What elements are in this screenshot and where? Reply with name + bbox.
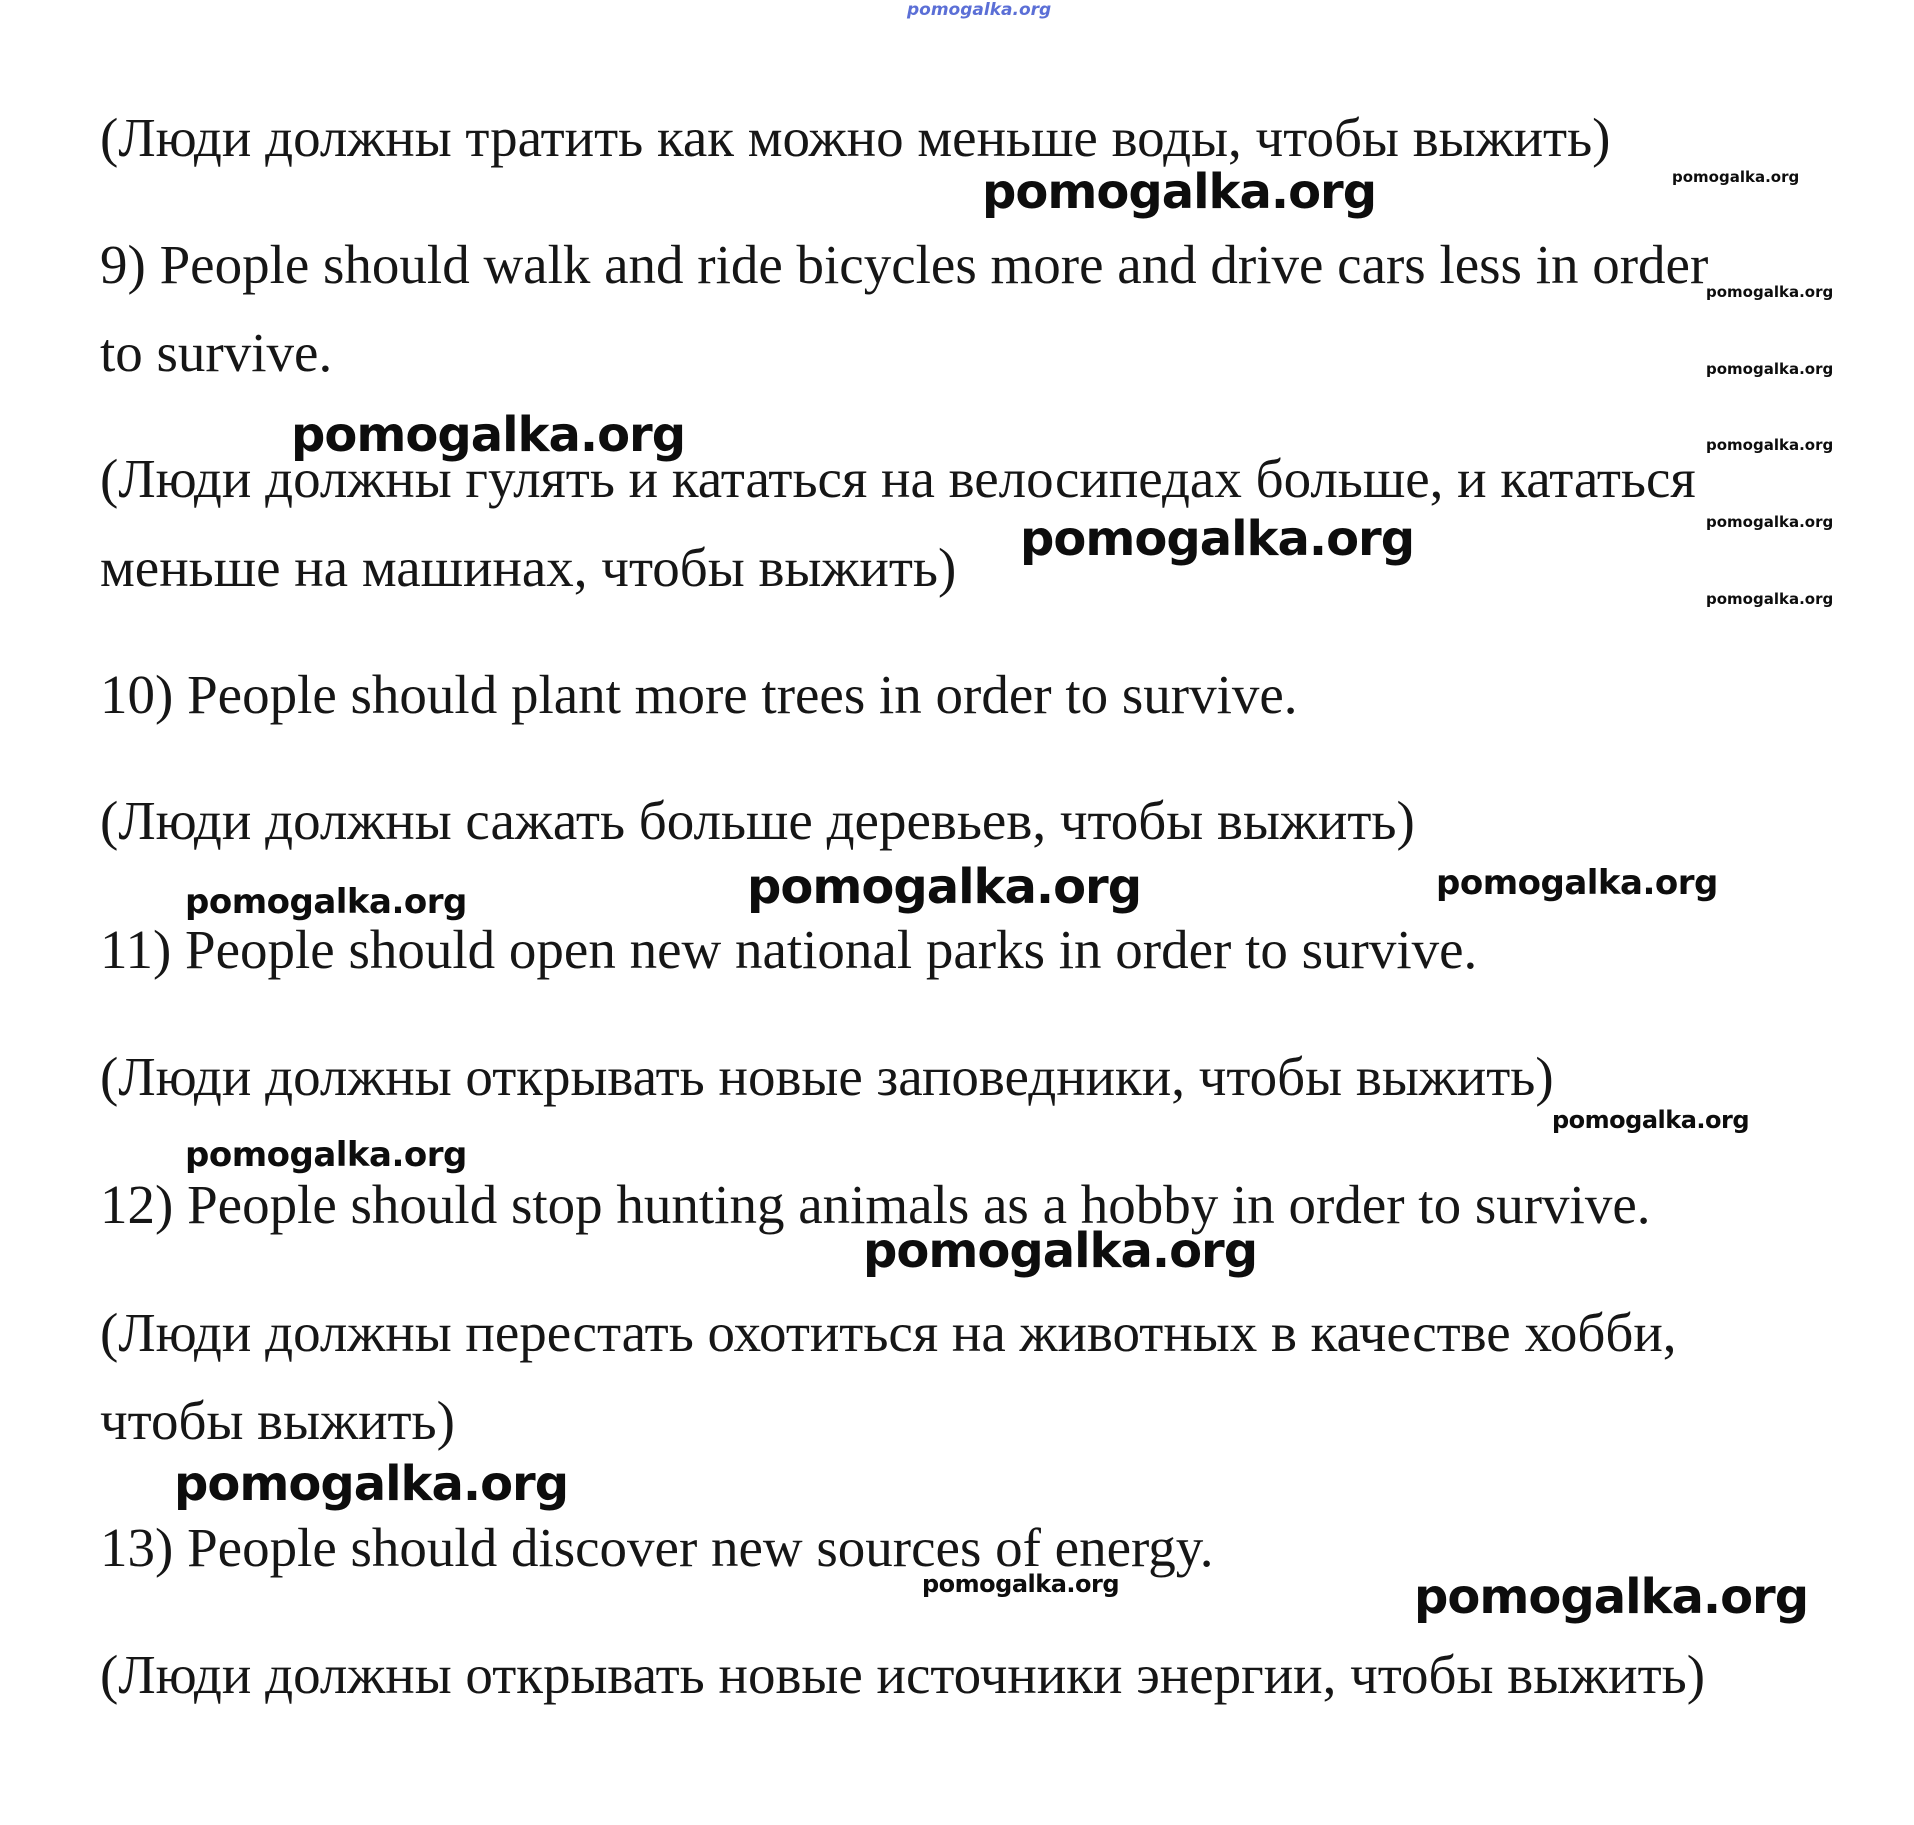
text-line-ru-item-12-cont: чтобы выжить) (100, 1390, 455, 1451)
text-line-ru-item-12: (Люди должны перестать охотиться на животных в качестве хобби, (100, 1302, 1677, 1363)
watermark: pomogalka.org (1706, 590, 1834, 608)
text-line-item-10: 10) People should plant more trees in order to survive. (100, 664, 1298, 725)
watermark-top: pomogalka.org (907, 0, 1052, 20)
watermark: pomogalka.org (982, 164, 1377, 220)
watermark: pomogalka.org (922, 1570, 1120, 1598)
watermark: pomogalka.org (291, 407, 686, 463)
text-line-item-9: 9) People should walk and ride bicycles more and drive cars less in order (100, 234, 1709, 295)
text-line-item-13: 13) People should discover new sources of energy. (100, 1517, 1214, 1578)
watermark: pomogalka.org (1706, 283, 1834, 301)
text-line-ru-item-9-cont: меньше на машинах, чтобы выжить) (100, 537, 957, 598)
text-line-ru-item-11: (Люди должны открывать новые заповедники, чтобы выжить) (100, 1046, 1554, 1107)
text-line-ru-item-9: (Люди должны гулять и кататься на велосипедах больше, и кататься (100, 448, 1696, 509)
watermark: pomogalka.org (1552, 1106, 1750, 1134)
watermark: pomogalka.org (1672, 168, 1800, 186)
text-line-ru-water: (Люди должны тратить как можно меньше воды, чтобы выжить) (100, 107, 1611, 168)
text-line-item-11: 11) People should open new national parks in order to survive. (100, 919, 1478, 980)
watermark: pomogalka.org (1706, 513, 1834, 531)
watermark: pomogalka.org (863, 1223, 1258, 1279)
text-line-ru-item-13: (Люди должны открывать новые источники энергии, чтобы выжить) (100, 1644, 1706, 1705)
watermark: pomogalka.org (1414, 1569, 1809, 1625)
watermark: pomogalka.org (185, 882, 467, 922)
text-line-item-9-cont: to survive. (100, 322, 333, 383)
text-line-item-12: 12) People should stop hunting animals as a hobby in order to survive. (100, 1174, 1651, 1235)
watermark: pomogalka.org (1436, 863, 1718, 903)
watermark: pomogalka.org (174, 1456, 569, 1512)
watermark: pomogalka.org (1706, 436, 1834, 454)
watermark: pomogalka.org (747, 859, 1142, 915)
text-line-ru-item-10: (Люди должны сажать больше деревьев, чтобы выжить) (100, 790, 1415, 851)
watermark: pomogalka.org (185, 1135, 467, 1175)
watermark: pomogalka.org (1706, 360, 1834, 378)
watermark: pomogalka.org (1020, 511, 1415, 567)
